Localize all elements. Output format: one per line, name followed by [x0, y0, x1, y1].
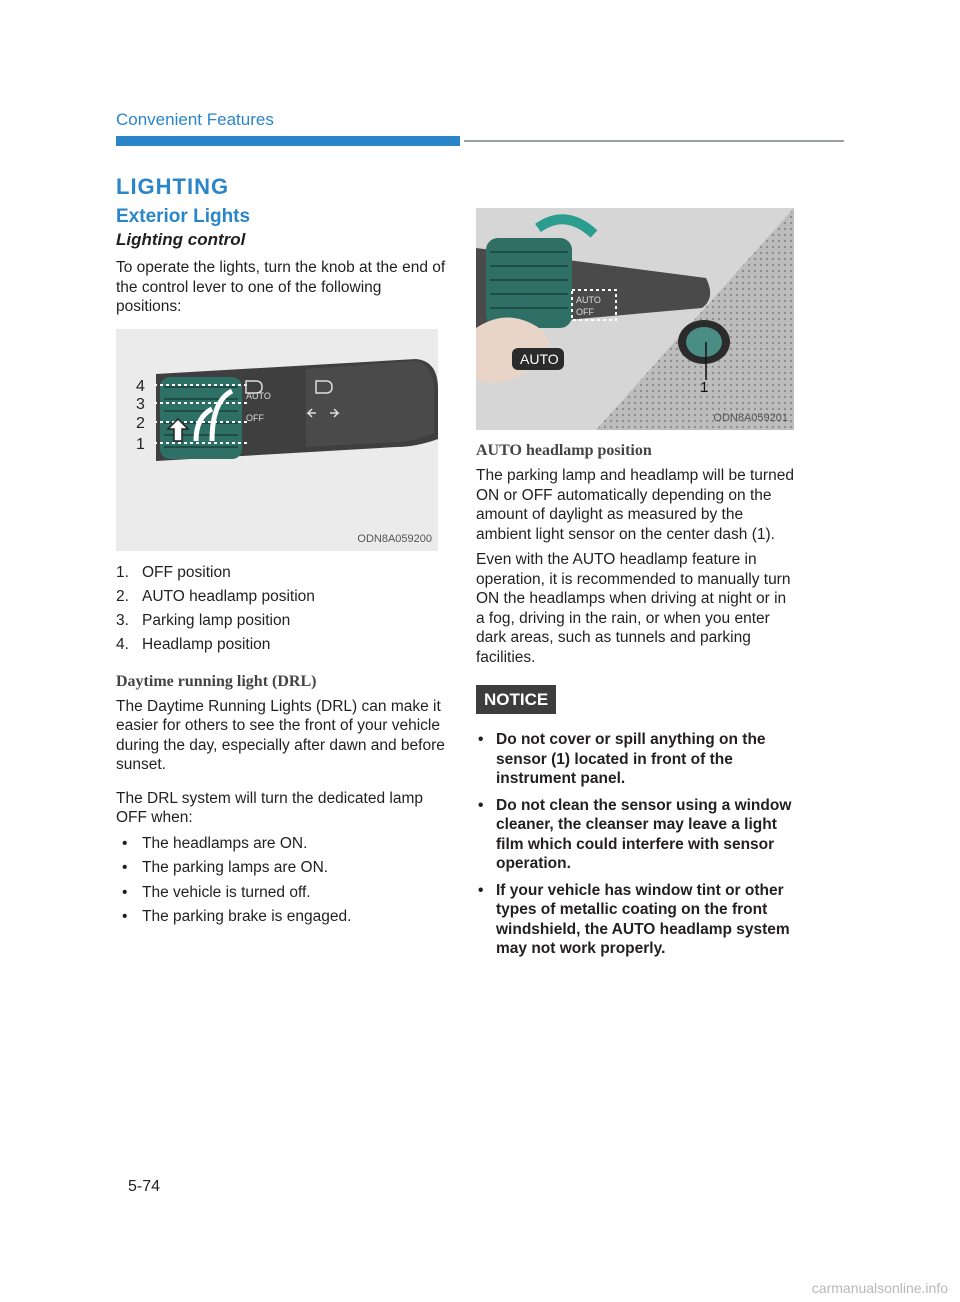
list-item: 1. OFF position [116, 563, 231, 581]
lever-illustration [116, 329, 438, 551]
subsubtitle: Lighting control [116, 230, 246, 249]
figure-code: ODN8A059200 [357, 532, 432, 545]
list-item: • Do not clean the sensor using a window cleaner, the cleanser may leave a light film which could interfere with sensor operation. [476, 796, 796, 874]
section-header: Convenient Features [116, 110, 274, 129]
notice-list [476, 730, 796, 959]
header-divider [464, 140, 844, 142]
knob-auto-label: AUTO [576, 295, 601, 305]
page-title: LIGHTING [116, 174, 230, 199]
intro-paragraph: To operate the lights, turn the knob at the end of the control lever to one of the following positions: [116, 259, 446, 315]
list-item: • Do not cover or spill anything on the sensor (1) located in front of the instrument panel. [476, 730, 796, 789]
list-item: 3. Parking lamp position [116, 611, 291, 629]
figure-label-4: 4 [136, 377, 145, 395]
position-list [116, 561, 446, 657]
drl-bullet-list [116, 832, 446, 930]
auto-sensor-figure [476, 208, 794, 430]
auto-sensor-illustration [476, 208, 794, 430]
right-column [476, 208, 796, 966]
knob-auto-label: AUTO [246, 390, 271, 401]
list-item: • The vehicle is turned off. [116, 881, 446, 906]
subtitle: Exterior Lights [116, 206, 251, 227]
knob-off-label: OFF [246, 412, 264, 423]
notice-badge: NOTICE [476, 685, 556, 714]
drl-heading: Daytime running light (DRL) [116, 672, 317, 690]
lighting-lever-figure [116, 329, 438, 551]
watermark: carmanualsonline.info [811, 1280, 948, 1296]
list-item: • The headlamps are ON. [116, 832, 446, 857]
auto-paragraph-2: Even with the AUTO headlamp feature in operation, it is recommended to manually turn ON the headlamps when driving at night or in a fog, driving in the rain, or when you enter dark areas, such as tunnels and parking facilities. [476, 551, 791, 666]
list-item: 4. Headlamp position [116, 635, 271, 653]
list-item: • The parking brake is engaged. [116, 905, 446, 930]
figure-label-3: 3 [136, 395, 145, 413]
drl-paragraph-1: The Daytime Running Lights (DRL) can make it easier for others to see the front of your vehicle during the day, especially after dawn and before sunset. [116, 697, 445, 773]
left-column [116, 174, 446, 930]
header-accent-bar [116, 136, 460, 146]
list-item: • If your vehicle has window tint or other types of metallic coating on the front windshield, the AUTO headlamp system may not work properly. [476, 881, 796, 959]
figure-label-2: 2 [136, 414, 145, 432]
list-item: 2. AUTO headlamp position [116, 587, 315, 605]
list-item: • The parking lamps are ON. [116, 856, 446, 881]
drl-paragraph-2: The DRL system will turn the dedicated lamp OFF when: [116, 789, 423, 826]
knob-off-label: OFF [576, 307, 594, 317]
figure-label-1: 1 [136, 435, 145, 453]
page-number: 5-74 [128, 1178, 161, 1195]
sensor-label: 1 [700, 379, 709, 396]
figure-code: ODN8A059201 [713, 412, 788, 424]
auto-tag: AUTO [520, 351, 559, 367]
auto-paragraph-1: The parking lamp and headlamp will be turned ON or OFF automatically depending on the amount of daylight as measured by the ambient light sensor on the center dash (1). [476, 467, 794, 543]
auto-heading: AUTO headlamp position [476, 442, 652, 459]
